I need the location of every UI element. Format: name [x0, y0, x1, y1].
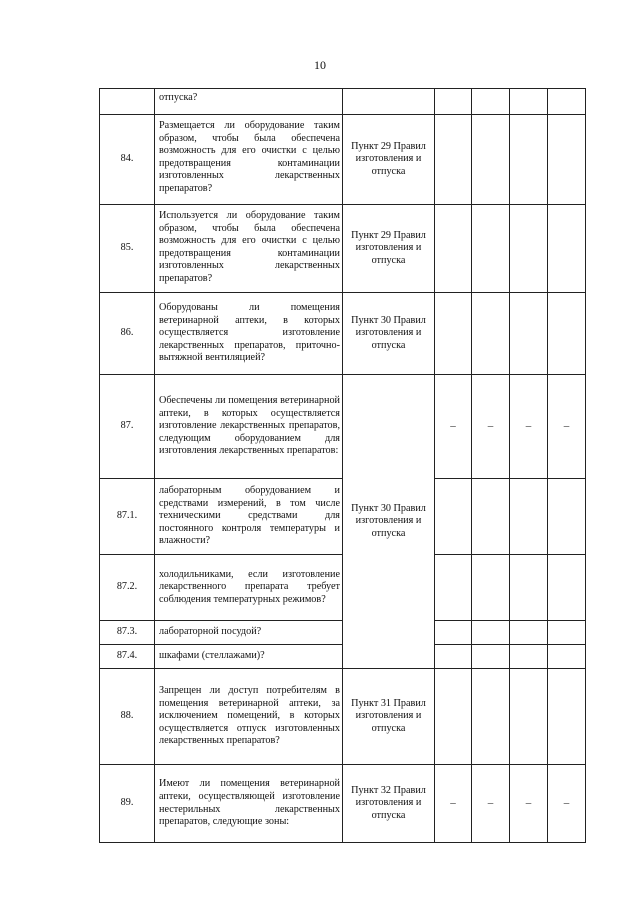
answer-cell	[472, 479, 510, 555]
answer-cell	[435, 89, 472, 115]
answer-cell	[435, 479, 472, 555]
answer-cell	[548, 621, 586, 645]
question-text: лабораторной посудой?	[155, 621, 343, 645]
row-number: 87.4.	[100, 645, 155, 669]
table-row	[100, 765, 586, 843]
table-row	[100, 115, 586, 205]
checklist-table	[99, 88, 586, 843]
question-text: отпуска?	[155, 89, 343, 115]
answer-cell	[510, 115, 548, 205]
answer-cell	[510, 205, 548, 293]
table-row	[100, 205, 586, 293]
dash-mark: –	[450, 796, 456, 809]
answer-cell	[435, 645, 472, 669]
answer-cell	[472, 205, 510, 293]
answer-cell	[510, 89, 548, 115]
answer-cell	[472, 375, 510, 479]
answer-cell	[510, 645, 548, 669]
answer-cell	[472, 89, 510, 115]
answer-cell	[472, 645, 510, 669]
answer-cell	[435, 621, 472, 645]
reference-cell: Пункт 31 Правил изготовления и отпуска	[343, 669, 435, 765]
answer-cell	[435, 115, 472, 205]
table-row	[100, 669, 586, 765]
dash-mark: –	[450, 419, 456, 432]
dash-mark: –	[563, 419, 570, 432]
answer-cell	[510, 555, 548, 621]
answer-cell	[548, 293, 586, 375]
reference-cell: Пункт 29 Правил изготовления и отпуска	[343, 115, 435, 205]
row-number: 89.	[100, 765, 155, 843]
answer-cell	[510, 293, 548, 375]
question-text: холодильниками, если изготовление лекарственного препарата требует соблюдения температурных режимов?	[155, 555, 343, 621]
answer-cell	[548, 89, 586, 115]
dash-mark: –	[525, 796, 532, 809]
question-text: Обеспечены ли помещения ветеринарной аптеки, в которых осуществляется изготовление лекарственных препаратов, следующим оборудованием для изготовления лекарственных препаратов:	[155, 375, 343, 479]
reference-cell: Пункт 29 Правил изготовления и отпуска	[343, 205, 435, 293]
answer-cell	[548, 205, 586, 293]
table-row	[100, 293, 586, 375]
dash-mark: –	[487, 419, 494, 432]
answer-cell	[435, 205, 472, 293]
answer-cell	[548, 669, 586, 765]
answer-cell	[510, 669, 548, 765]
question-text: шкафами (стеллажами)?	[155, 645, 343, 669]
question-text: Оборудованы ли помещения ветеринарной аптеки, в которых осуществляется изготовление лекарственных препаратов, приточно-вытяжной вентиляцией?	[155, 293, 343, 375]
page-number: 10	[314, 58, 326, 72]
question-text: Имеют ли помещения ветеринарной аптеки, осуществляющей изготовление нестерильных лекарственных препаратов, следующие зоны:	[155, 765, 343, 843]
answer-cell	[548, 115, 586, 205]
answer-cell	[435, 293, 472, 375]
table-row	[100, 89, 586, 115]
row-number: 88.	[100, 669, 155, 765]
dash-mark: –	[487, 796, 494, 809]
answer-cell	[472, 621, 510, 645]
answer-cell	[548, 479, 586, 555]
question-text: Запрещен ли доступ потребителям в помещения ветеринарной аптеки, за исключением помещений, в которых осуществляется отпуск изготовленных лекарственных препаратов?	[155, 669, 343, 765]
reference-cell: Пункт 30 Правил изготовления и отпуска	[343, 375, 435, 669]
question-text: Размещается ли оборудование таким образом, чтобы была обеспечена возможность для его очистки с целью предотвращения контаминации изготовленных лекарственных препаратов?	[155, 115, 343, 205]
answer-cell	[435, 669, 472, 765]
answer-cell	[548, 765, 586, 843]
answer-cell	[472, 115, 510, 205]
answer-cell	[472, 765, 510, 843]
reference-cell: Пункт 30 Правил изготовления и отпуска	[343, 293, 435, 375]
question-text: лабораторным оборудованием и средствами измерений, в том числе техническими средствами для постоянного контроля температуры и влажности?	[155, 479, 343, 555]
row-number: 87.	[100, 375, 155, 479]
table-row	[100, 375, 586, 479]
row-number: 86.	[100, 293, 155, 375]
answer-cell	[548, 645, 586, 669]
reference-cell	[343, 89, 435, 115]
dash-mark: –	[563, 796, 570, 809]
answer-cell	[472, 555, 510, 621]
row-number: 87.3.	[100, 621, 155, 645]
row-number: 84.	[100, 115, 155, 205]
answer-cell	[472, 293, 510, 375]
question-text: Используется ли оборудование таким образом, чтобы была обеспечена возможность для его очистки с целью предотвращения контаминации изготовленных лекарственных препаратов?	[155, 205, 343, 293]
answer-cell	[510, 479, 548, 555]
row-number: 85.	[100, 205, 155, 293]
dash-mark: –	[525, 419, 532, 432]
answer-cell	[472, 669, 510, 765]
answer-cell	[510, 621, 548, 645]
answer-cell	[435, 555, 472, 621]
answer-cell	[510, 765, 548, 843]
answer-cell	[435, 375, 472, 479]
answer-cell	[510, 375, 548, 479]
answer-cell	[435, 765, 472, 843]
answer-cell	[548, 555, 586, 621]
answer-cell	[548, 375, 586, 479]
row-number: 87.1.	[100, 479, 155, 555]
row-number	[100, 89, 155, 115]
row-number: 87.2.	[100, 555, 155, 621]
reference-cell: Пункт 32 Правил изготовления и отпуска	[343, 765, 435, 843]
